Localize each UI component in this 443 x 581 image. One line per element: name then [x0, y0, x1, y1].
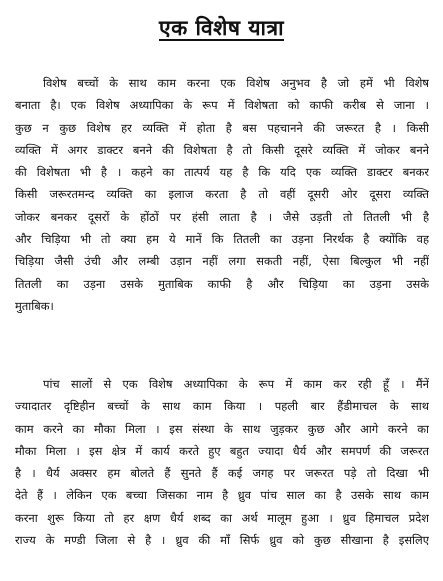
- text-line: व्यक्ति में अगर डाक्टर बनने की विशेषता है तो किसी दूसरे व्यक्ति में जोकर बनने: [15, 142, 429, 157]
- text-line: है । धैर्य अक्सर हम बोलते हैं सुनते हैं कई जगह पर जरूरत पड़े तो दिखा भी: [15, 466, 429, 481]
- text-line: बनाता है। एक विशेष अध्यापिका के रूप में विशेषता को काफी करीब से जाना ।: [15, 98, 429, 113]
- text-line: मुताबिक।: [15, 298, 54, 313]
- text-line: ज्यादातर दृष्टिहीन बच्चों के साथ काम किया । पहली बार हैंडीमाचल के साथ: [15, 399, 429, 414]
- paragraph-1: [15, 72, 429, 317]
- text-line: कुछ न कुछ विशेष हर व्यक्ति में होता है बस पहचानने की जरूरत है । किसी: [15, 120, 429, 135]
- paragraph-2: [15, 373, 429, 551]
- text-line: तितली का उड़ना उसके मुताबिक काफी है और चिड़िया का उड़ना उसके: [15, 276, 429, 291]
- text-line: मौका मिला । इस क्षेत्र में कार्य करते हुए बहुत ज्यादा धैर्य और समपर्ण की जरूरत: [15, 443, 429, 458]
- text-line: किसी जरूरतमन्द व्यक्ति का इलाज करता है तो वहीं दूसरी ओर दूसरा व्यक्ति: [15, 187, 429, 202]
- text-line: जोकर बनकर दूसरों के होंठों पर हंसी लाता है । जैसे उड़ती तो तितली भी है: [15, 209, 429, 224]
- text-line: चिड़िया जैसी उंची और लम्बी उड़ान नहीं लगा सकती नहीं, ऐसा बिल्कुल भी नहीं: [15, 254, 429, 269]
- text-line: देते हैं । लेकिन एक बच्चा जिसका नाम है ध्रुव पांच साल का है उसके साथ काम: [15, 488, 429, 503]
- text-line: काम करने का मौका मिला । इस संस्था के साथ जुड़कर कुछ और आगे करने का: [15, 421, 429, 436]
- text-line: करना शुरू किया तो हर क्षण धैर्य शब्द का अर्थ मालूम हुआ । ध्रुव हिमाचल प्रदेश: [15, 510, 429, 525]
- text-line: राज्य के मण्डी जिला से है । ध्रुव की माँ सिर्फ ध्रुव को कुछ सीखाना है इसलिए: [15, 533, 429, 548]
- text-line: और चिड़िया भी तो क्या हम ये मानें कि तितली का उड़ना निरर्थक है क्योंकि वह: [15, 232, 429, 247]
- text-line: पांच सालों से एक विशेष अध्यापिका के रूप में काम कर रही हूँ । मैंनें: [43, 377, 429, 391]
- document-title: एक विशेष यात्रा: [158, 16, 285, 40]
- text-line: विशेष बच्चों के साथ काम करना एक विशेष अनुभव है जो हमें भी विशेष: [43, 76, 429, 90]
- text-line: की विशेषता भी है । कहने का तात्पर्य यह है कि यदि एक व्यक्ति डाक्टर बनकर: [15, 165, 429, 180]
